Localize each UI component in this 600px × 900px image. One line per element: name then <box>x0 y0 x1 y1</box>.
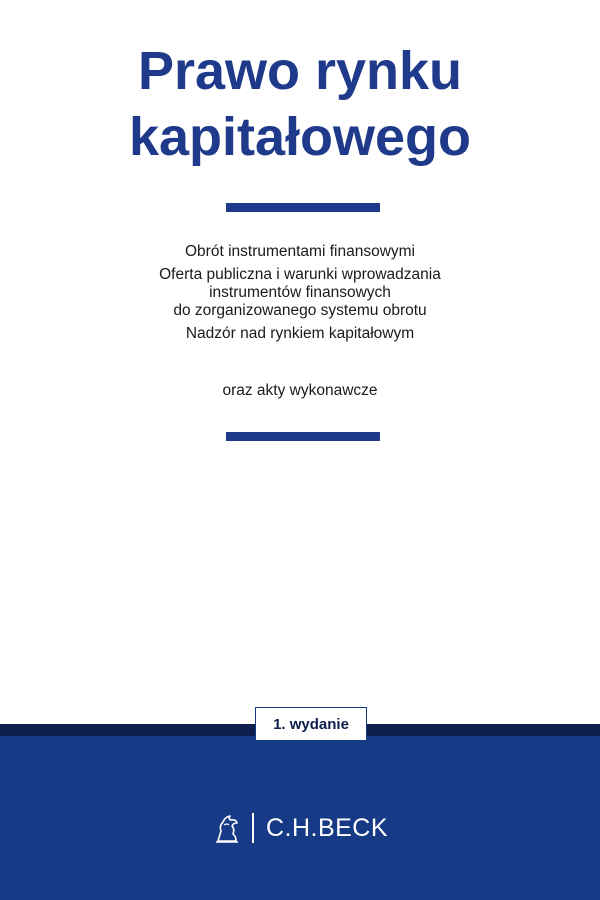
title-line-2: kapitałowego <box>128 107 472 167</box>
subject-line: Obrót instrumentami finansowymi <box>185 243 415 260</box>
subject-item <box>0 325 600 343</box>
subject-line: Oferta publiczna i warunki wprowadzania <box>159 266 441 283</box>
subject-item <box>0 243 600 261</box>
publisher-logo <box>0 810 600 846</box>
subject-line: Nadzór nad rynkiem kapitałowym <box>185 325 415 342</box>
edition-badge: 1. wydanie <box>255 707 367 741</box>
publisher-divider <box>252 813 254 843</box>
subject-item <box>0 266 600 320</box>
title-line-1: Prawo rynku <box>137 41 463 101</box>
top-divider-bar <box>226 203 380 212</box>
bottom-divider-bar <box>226 432 380 441</box>
griffin-logo-icon <box>212 811 242 845</box>
subject-list <box>0 243 600 348</box>
book-title <box>0 38 600 170</box>
subject-line: instrumentów finansowych <box>209 284 391 301</box>
supplementary-note: oraz akty wykonawcze <box>222 382 378 399</box>
publisher-name: C.H.BECK <box>265 813 389 842</box>
subject-line: do zorganizowanego systemu obrotu <box>173 302 427 319</box>
